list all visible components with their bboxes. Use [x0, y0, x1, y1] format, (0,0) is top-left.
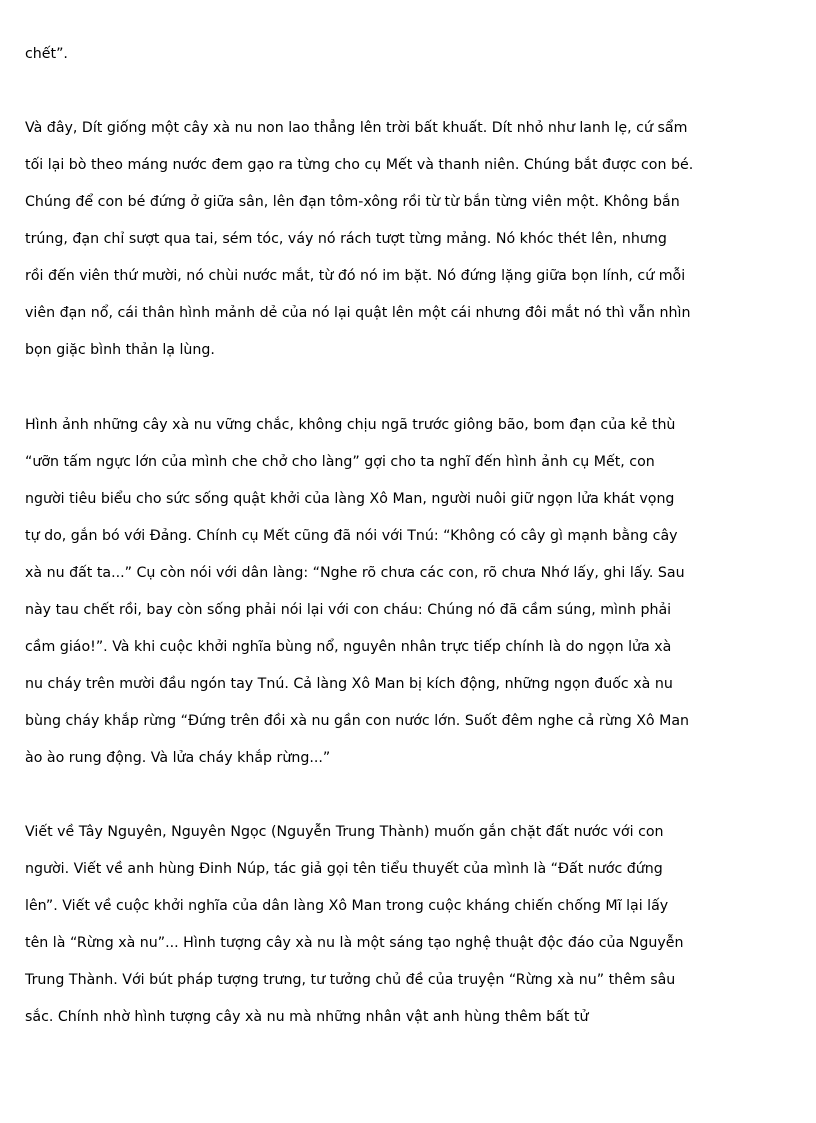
text-line: viên đạn nổ, cái thân hình mảnh dẻ của nó lại quật lên một cái nhưng đôi mắt nó thì vẫn nhìn — [25, 305, 691, 321]
paragraph-4 — [25, 805, 795, 1046]
text-line: sắc. Chính nhờ hình tượng cây xà nu mà những nhân vật anh hùng thêm bất tử — [25, 1009, 589, 1025]
document-page — [25, 26, 795, 1064]
text-line: “ưỡn tấm ngực lớn của mình che chở cho làng” gợi cho ta nghĩ đến hình ảnh cụ Mết, con — [25, 453, 655, 470]
text-line: nu cháy trên mười đầu ngón tay Tnú. Cả làng Xô Man bị kích động, những ngọn đuốc xà nu — [25, 675, 673, 692]
text-line: tự do, gắn bó với Đảng. Chính cụ Mết cũng đã nói với Tnú: “Không có cây gì mạnh bằng cây — [25, 527, 678, 544]
text-line: tối lại bò theo máng nước đem gạo ra từng cho cụ Mết và thanh niên. Chúng bắt được con bé. — [25, 157, 694, 173]
text-line: chết”. — [25, 45, 68, 62]
text-line: này tau chết rồi, bay còn sống phải nói lại với con cháu: Chúng nó đã cầm súng, mình phải — [25, 601, 672, 618]
text-line: ào ào rung động. Và lửa cháy khắp rừng...” — [25, 749, 331, 766]
paragraph-3 — [25, 397, 795, 786]
text-line: người. Viết về anh hùng Đinh Núp, tác giả gọi tên tiểu thuyết của mình là “Đất nước đứng — [25, 861, 663, 877]
text-line: xà nu đất ta...” Cụ còn nói với dân làng: “Nghe rõ chưa các con, rõ chưa Nhớ lấy, ghi lấy. Sau — [25, 564, 685, 581]
text-line: Hình ảnh những cây xà nu vững chắc, không chịu ngã trước giông bão, bom đạn của kẻ thù — [25, 416, 676, 433]
paragraph-2 — [25, 101, 795, 379]
text-line: cầm giáo!”. Và khi cuộc khởi nghĩa bùng nổ, nguyên nhân trực tiếp chính là do ngọn lửa xà — [25, 638, 672, 655]
text-line: Viết về Tây Nguyên, Nguyên Ngọc (Nguyễn Trung Thành) muốn gắn chặt đất nước với con — [25, 824, 664, 840]
text-line: rồi đến viên thứ mười, nó chùi nước mắt, từ đó nó im bặt. Nó đứng lặng giữa bọn lính, cứ mỗi — [25, 268, 686, 284]
text-line: Trung Thành. Với bút pháp tượng trưng, tư tưởng chủ đề của truyện “Rừng xà nu” thêm sâu — [25, 972, 676, 988]
text-line: bùng cháy khắp rừng “Đứng trên đồi xà nu gần con nước lớn. Suốt đêm nghe cả rừng Xô Man — [25, 712, 690, 729]
text-line: trúng, đạn chỉ sượt qua tai, sém tóc, váy nó rách tượt từng mảng. Nó khóc thét lên, nhưng — [25, 231, 667, 247]
text-line: Chúng để con bé đứng ở giữa sân, lên đạn tôm-xông rồi từ từ bắn từng viên một. Không bắn — [25, 194, 680, 210]
text-line: tên là “Rừng xà nu”... Hình tượng cây xà nu là một sáng tạo nghệ thuật độc đáo của Nguyễn — [25, 935, 684, 951]
text-line: Và đây, Dít giống một cây xà nu non lao thẳng lên trời bất khuất. Dít nhỏ như lanh lẹ, cứ sẩm — [25, 120, 688, 136]
text-line: người tiêu biểu cho sức sống quật khởi của làng Xô Man, người nuôi giữ ngọn lửa khát vọng — [25, 490, 675, 507]
text-line: lên”. Viết về cuộc khởi nghĩa của dân làng Xô Man trong cuộc kháng chiến chống Mĩ lại lấy — [25, 898, 669, 914]
text-line: bọn giặc bình thản lạ lùng. — [25, 342, 215, 358]
paragraph-1 — [25, 26, 795, 82]
